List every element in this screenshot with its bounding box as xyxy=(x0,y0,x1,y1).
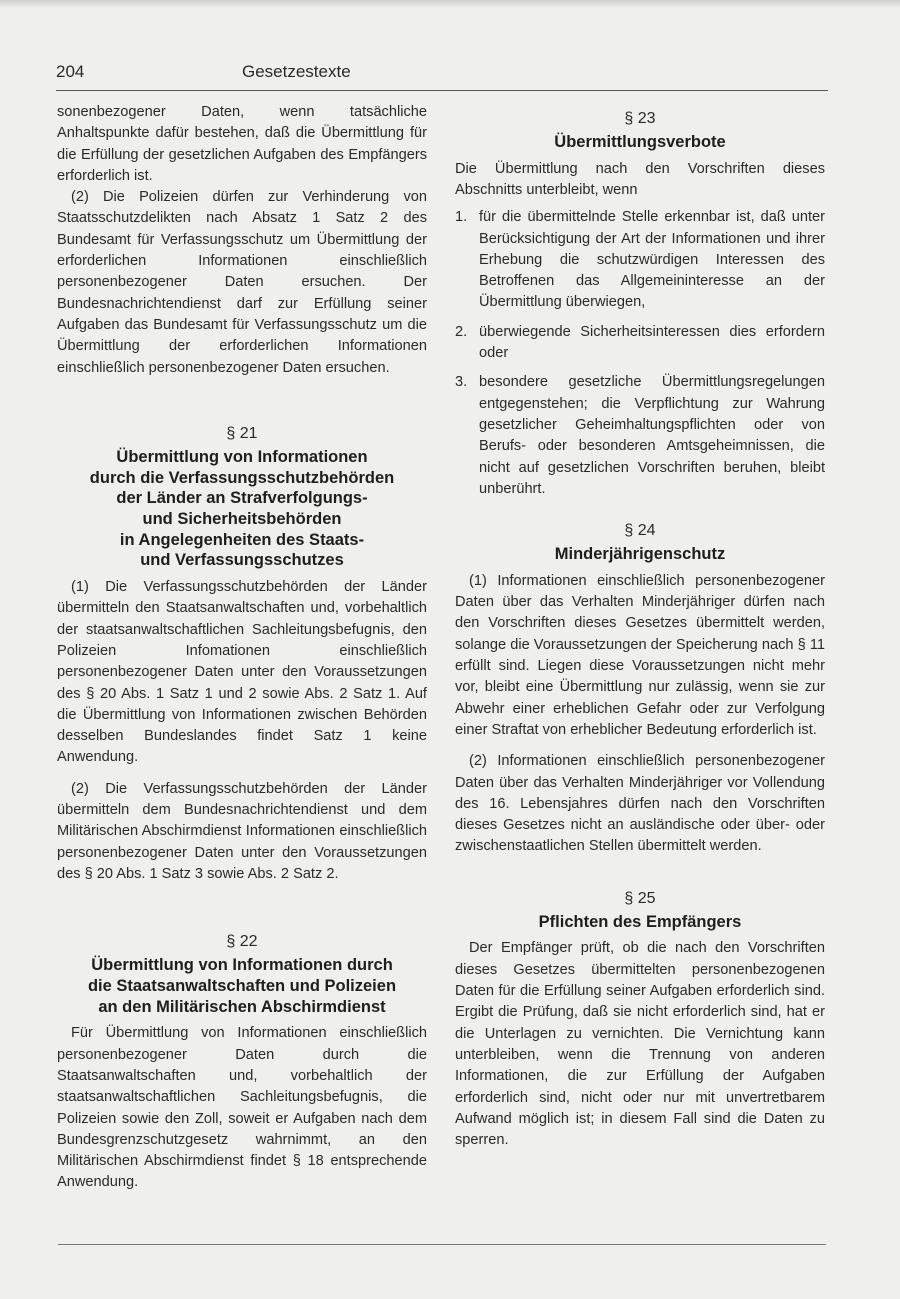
header-rule xyxy=(56,90,828,91)
section-24-title: Minderjährigenschutz xyxy=(554,545,726,564)
section-21-title-line: der Länder an Strafverfolgungs- xyxy=(116,489,368,508)
section-25-title: Pflichten des Empfängers xyxy=(538,912,742,931)
section-22-title-line: an den Militärischen Abschirmdienst xyxy=(98,997,386,1016)
list-item xyxy=(455,207,825,313)
section-21-title-line: durch die Verfassungsschutzbehörden xyxy=(89,468,395,487)
list-item xyxy=(455,372,825,500)
spacer xyxy=(57,769,427,779)
section-24-paragraph-1: (1) Informationen einschließlich personenbezogener Daten über das Verhalten Minderjähriger dürfen nach den Vorschriften dieses Gesetzes übermittelt werden, solange die Voraussetzungen der Speicherung nach § 11 erfüllt sind. Liegen diese Voraussetzungen nicht mehr vor, bleibt eine Übermittlung nur zulässig, wenn sie zur Abwehr einer erheblichen Gefahr oder zur Verfolgung einer Straftat von erheblicher Bedeutung erforderlich ist. xyxy=(455,572,825,738)
continued-paragraph-1: sonenbezogener Daten, wenn tatsächliche Anhaltspunkte dafür bestehen, daß die Übermittlung für die Erfüllung der gesetzlichen Aufgaben des Empfängers erforderlich ist. xyxy=(57,104,427,184)
list-item xyxy=(455,322,825,365)
section-22-title-line: die Staatsanwaltschaften und Polizeien xyxy=(87,976,397,995)
section-23-list xyxy=(455,207,825,500)
section-21-title xyxy=(57,447,427,571)
section-25-number: § 25 xyxy=(624,889,656,907)
list-item-text: überwiegende Sicherheitsinteressen dies erfordern oder xyxy=(479,323,825,362)
section-23-title: Übermittlungsverbote xyxy=(554,133,726,151)
section-21-paragraph-2: (2) Die Verfassungsschutzbehörden der Länder übermitteln dem Bundesnachrichtendienst und dem Militärischen Abschirmdienst Informationen einschließlich personenbezogener Daten unter den Voraussetzungen des § 20 Abs. 1 Satz 3 sowie Abs. 2 Satz 2. xyxy=(57,780,427,882)
section-22-paragraph-1: Für Übermittlung von Informationen einschließlich personenbezogener Daten durch die Staatsanwaltschaften und, vorbehaltlich der staatsanwaltschaftlichen Sachleitungsbefugnis, die Polizeien sowie den Zoll, soweit er Aufgaben nach dem Bundesgrenzschutzgesetz wahrnimmt, an den Militärischen Abschirmdienst findet § 18 entsprechende Anwendung. xyxy=(57,1025,427,1191)
section-24-paragraph-2: (2) Informationen einschließlich personenbezogener Daten über das Verhalten Minderjähriger vor Vollendung des 16. Lebensjahres dürfen nach den Vorschriften dieses Gesetzes nicht an ausländische oder über- oder zwischenstaatlichen Stellen übermittelt werden. xyxy=(455,753,825,855)
list-item-number: 3. xyxy=(455,374,468,391)
section-23-intro: Die Übermittlung nach den Vorschriften dieses Abschnitts unterbleibt, wenn xyxy=(455,160,825,198)
list-item-number: 1. xyxy=(455,209,468,226)
section-22-title-line: Übermittlung von Informationen durch xyxy=(91,956,393,975)
running-title: Gesetzestexte xyxy=(242,62,351,81)
spacer xyxy=(455,741,825,751)
left-column xyxy=(57,102,427,1194)
section-23-number: § 23 xyxy=(624,110,656,127)
continued-paragraph-2: (2) Die Polizeien dürfen zur Verhinderung von Staatsschutzdelikten nach Absatz 1 Satz 2 des Bundesamt für Verfassungsschutz um Übermittlung der erforderlichen Informationen einschließlich personenbezogener Daten ersuchen. Der Bundesnachrichtendienst darf zur Erfüllung seiner Aufgaben das Bundesamt für Verfassungsschutz um die Übermittlung der erforderlichen Informationen einschließlich personenbezogener Daten ersuchen. xyxy=(57,189,427,376)
section-21-title-line: und Verfassungsschutzes xyxy=(140,551,344,570)
section-21-paragraph-1: (1) Die Verfassungsschutzbehörden der Länder übermitteln den Staatsanwaltschaften und, vorbehaltlich der staatsanwaltschaftlichen Sachleitungsbefugnis, den Polizeien Infomationen einschließlich personenbezogener Daten unter den Voraussetzungen des § 20 Abs. 1 Satz 1 und 2 sowie Abs. 2 Satz 1. Auf die Übermittlung von Informationen zwischen Behörden desselben Bundeslandes findet Satz 1 keine Anwendung. xyxy=(57,579,427,766)
right-column xyxy=(455,102,825,1151)
section-21-number: § 21 xyxy=(226,424,258,442)
list-item-number: 2. xyxy=(455,323,468,340)
section-22-number: § 22 xyxy=(226,933,258,951)
list-item-text: für die übermittelnde Stelle erkennbar ist, daß unter Berücksichtigung der Art der Informationen und ihrer Erhebung die schutzwürdigen Interessen des Betroffenen das Allgemeininteresse an der Übermittlung überwiegen, xyxy=(479,209,825,311)
section-21-title-line: Übermittlung von Informationen xyxy=(116,447,368,466)
section-21-title-line: und Sicherheitsbehörden xyxy=(142,509,342,528)
footer-rule xyxy=(58,1244,826,1245)
section-24-number: § 24 xyxy=(624,522,656,540)
section-25-paragraph-1: Der Empfänger prüft, ob die nach den Vorschriften dieses Gesetzes übermittelten personenbezogenen Daten für die Erfüllung seiner Aufgaben erforderlich sind. Ergibt die Prüfung, daß sie nicht erforderlich sind, hat er die Unterlagen zu vernichten. Die Vernichtung kann unterbleiben, wenn die Trennung von anderen Informationen, die zur Erfüllung der Aufgaben erforderlich sind, nicht oder nur mit unvertretbarem Aufwand möglich ist; in diesem Fall sind die Daten zu sperren. xyxy=(455,940,825,1149)
section-22-title xyxy=(57,955,427,1017)
list-item-text: besondere gesetzliche Übermittlungsregelungen entgegenstehen; die Verpflichtung zur Wahrung gesetzlicher Geheimhaltungspflichten oder von Berufs- oder besonderen Amtsgeheimnissen, die nicht auf gesetzlichen Vorschriften beruhen, bleibt unberührt. xyxy=(479,374,825,497)
section-21-title-line: in Angelegenheiten des Staats- xyxy=(119,530,365,549)
page-number: 204 xyxy=(56,62,85,81)
